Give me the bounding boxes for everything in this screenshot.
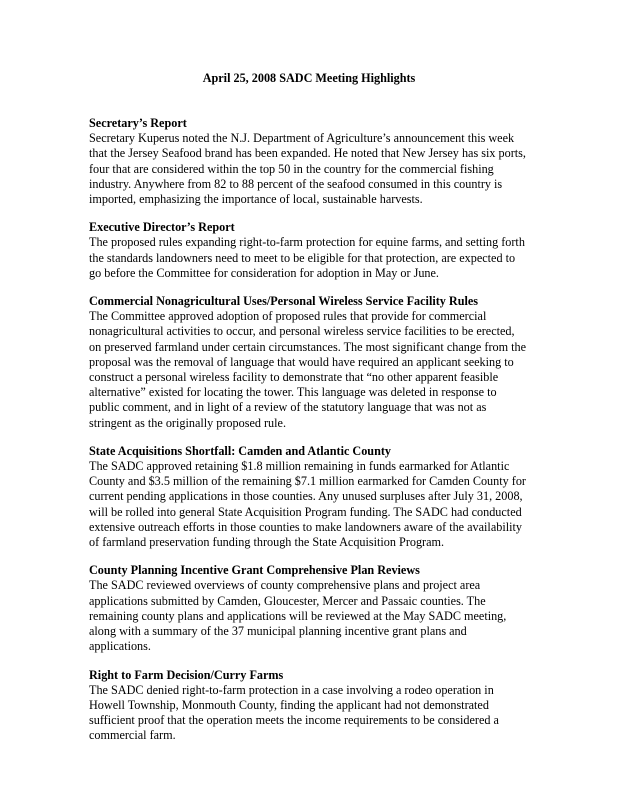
paragraph-line: Howell Township, Monmouth County, finding the applicant had not demonstrated <box>89 697 489 712</box>
section-paragraph <box>89 309 549 431</box>
paragraph-line: go before the Committee for consideration for adoption in May or June. <box>89 265 439 280</box>
paragraph-line: The SADC denied right-to-farm protection in a case involving a rodeo operation in <box>89 682 494 697</box>
section-executive-directors-report <box>89 220 549 281</box>
paragraph-line: industry. Anywhere from 82 to 88 percent of the seafood consumed in this country is <box>89 176 503 191</box>
section-county-planning-incentive-grant <box>89 563 549 654</box>
paragraph-line: extensive outreach efforts in those counties to make landowners aware of the availability <box>89 519 522 534</box>
paragraph-line: four that are considered within the top 50 in the country for the commercial fishing <box>89 161 494 176</box>
paragraph-line: on preserved farmland under certain circumstances. The most significant change from the <box>89 339 527 354</box>
paragraph-line: County and $3.5 million of the remaining $7.1 million earmarked for Camden County for <box>89 474 526 489</box>
section-heading: Right to Farm Decision/Curry Farms <box>89 667 284 682</box>
section-paragraph <box>89 131 549 207</box>
paragraph-line: alternative” existed for locating the tower. This language was deleted in response to <box>89 385 497 400</box>
section-paragraph <box>89 235 549 281</box>
paragraph-line: sufficient proof that the operation meets the income requirements to be considered a <box>89 713 499 728</box>
section-heading: Executive Director’s Report <box>89 220 235 235</box>
paragraph-line: of farmland preservation funding through the State Acquisition Program. <box>89 535 445 550</box>
paragraph-line: The SADC reviewed overviews of county comprehensive plans and project area <box>89 578 481 593</box>
section-paragraph <box>89 683 549 744</box>
paragraph-line: nonagricultural activities to occur, and personal wireless service facilities to be erected, <box>89 324 515 339</box>
paragraph-line: remaining county plans and applications will be reviewed at the May SADC meeting, <box>89 608 507 623</box>
section-paragraph <box>89 578 549 654</box>
paragraph-line: will be rolled into general State Acquisition Program funding. The SADC had conducted <box>89 504 522 519</box>
paragraph-line: The SADC approved retaining $1.8 million remaining in funds earmarked for Atlantic <box>89 459 510 474</box>
section-commercial-nonagricultural-uses <box>89 294 549 431</box>
paragraph-line: The Committee approved adoption of proposed rules that provide for commercial <box>89 309 487 324</box>
section-heading: State Acquisitions Shortfall: Camden and Atlantic County <box>89 443 392 458</box>
paragraph-line: imported, emphasizing the importance of local, sustainable harvests. <box>89 192 423 207</box>
paragraph-line: proposal was the removal of language that would have required an applicant seeking to <box>89 354 514 369</box>
section-heading: Commercial Nonagricultural Uses/Personal Wireless Service Facility Rules <box>89 294 479 309</box>
section-state-acquisitions-shortfall <box>89 444 549 550</box>
paragraph-line: applications. <box>89 639 151 654</box>
paragraph-line: along with a summary of the 37 municipal planning incentive grant plans and <box>89 624 467 639</box>
paragraph-line: that the Jersey Seafood brand has been expanded. He noted that New Jersey has six ports, <box>89 146 526 161</box>
section-secretarys-report <box>89 116 549 207</box>
document-body <box>89 116 549 757</box>
paragraph-line: applications submitted by Camden, Gloucester, Mercer and Passaic counties. The <box>89 593 486 608</box>
section-heading: County Planning Incentive Grant Comprehensive Plan Reviews <box>89 563 420 578</box>
paragraph-line: commercial farm. <box>89 728 176 743</box>
document-title: April 25, 2008 SADC Meeting Highlights <box>202 71 416 85</box>
paragraph-line: The proposed rules expanding right-to-farm protection for equine farms, and setting forth <box>89 235 525 250</box>
section-heading: Secretary’s Report <box>89 116 187 130</box>
paragraph-line: stringent as the originally proposed rule. <box>89 415 286 430</box>
paragraph-line: Secretary Kuperus noted the N.J. Department of Agriculture’s announcement this week <box>89 131 515 146</box>
section-paragraph <box>89 459 549 550</box>
paragraph-line: construct a personal wireless facility to demonstrate that “no other apparent feasible <box>89 370 499 385</box>
paragraph-line: current pending applications in those counties. Any unused surpluses after July 31, 2008, <box>89 489 523 504</box>
paragraph-line: public comment, and in light of a review of the statutory language that was not as <box>89 400 487 415</box>
section-right-to-farm-decision <box>89 668 549 744</box>
paragraph-line: the standards landowners need to meet to be eligible for that protection, are expected to <box>89 250 516 265</box>
